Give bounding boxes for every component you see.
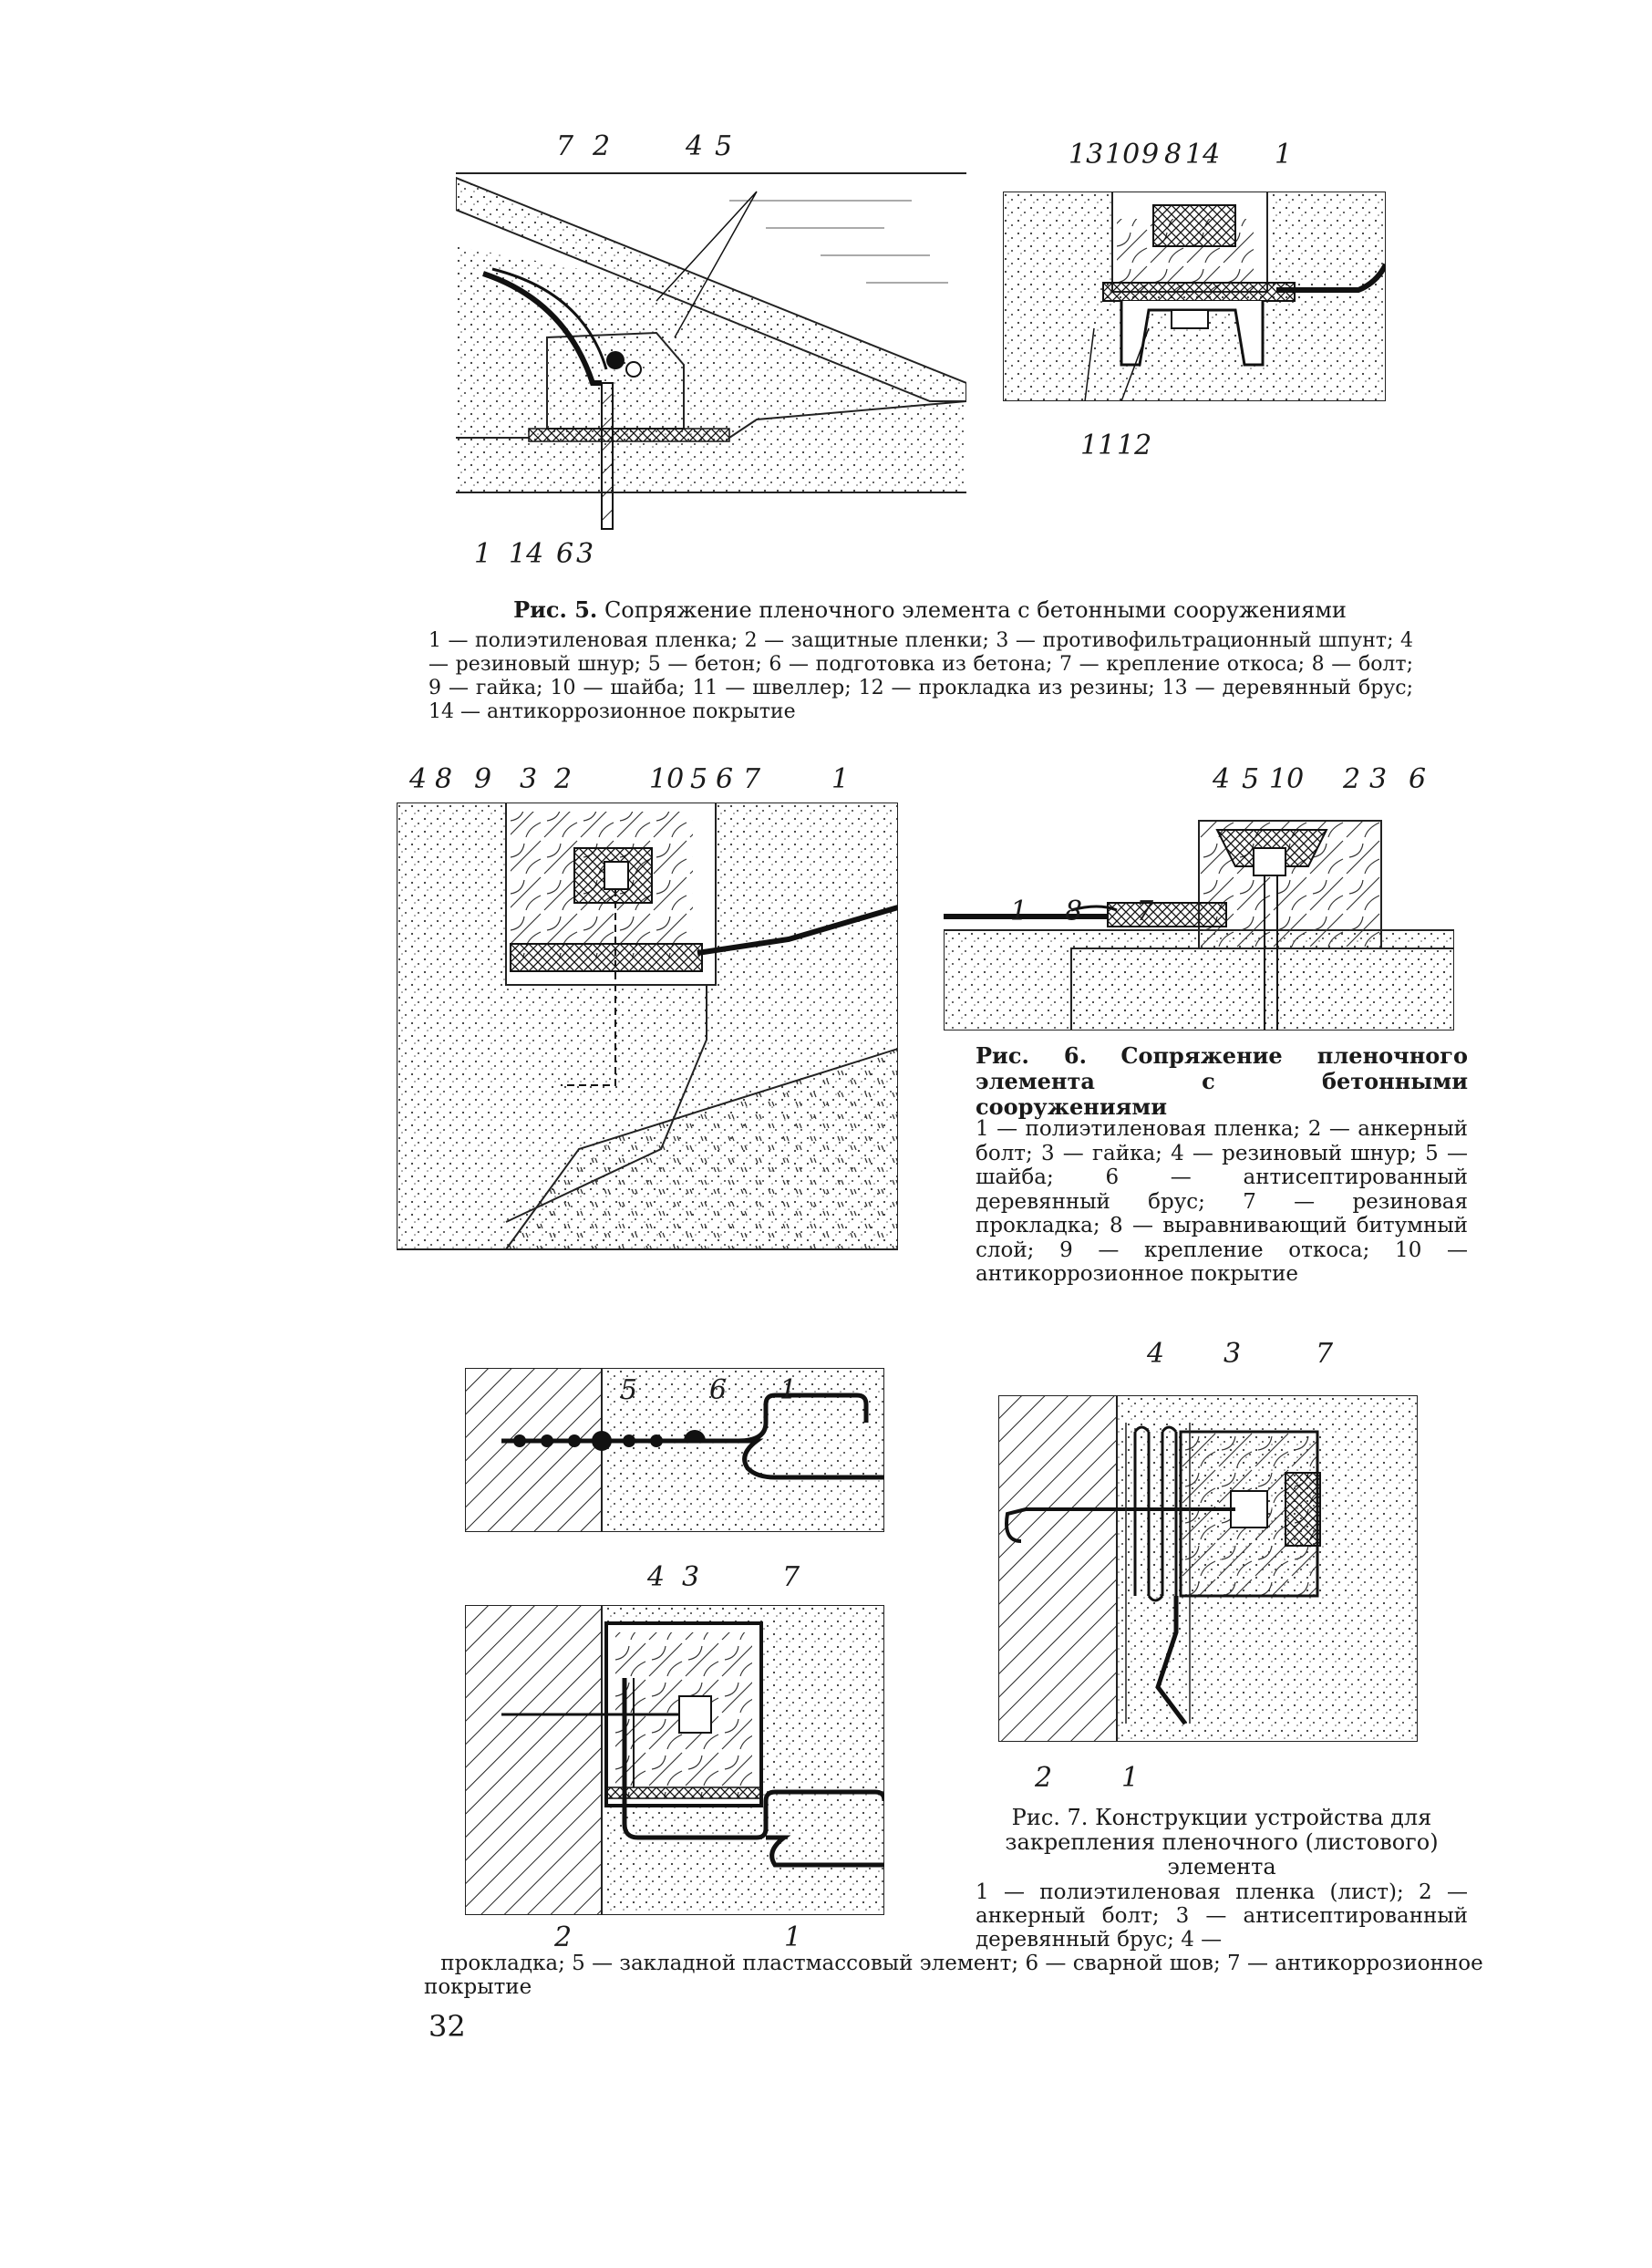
fig6-left-label: 8 <box>435 763 453 795</box>
fig5-left-label: 6 <box>556 538 574 570</box>
fig5-right-label: 1 <box>1275 139 1293 171</box>
fig7-top-left-drawing <box>465 1368 884 1532</box>
fig7-caption-title <box>976 1806 1468 1880</box>
fig6-right-label: 1 <box>1010 896 1028 927</box>
fig7-bottom-left-label: 1 <box>784 1921 802 1953</box>
fig6-left-label: 7 <box>743 763 761 795</box>
fig6-left-drawing <box>397 803 898 1258</box>
fig6-right-label: 8 <box>1065 896 1083 927</box>
fig6-right-label: 10 <box>1269 763 1305 795</box>
fig7-right-label: 2 <box>1035 1762 1053 1794</box>
fig7-bottom-left-label: 7 <box>782 1561 800 1593</box>
fig5-caption-prefix: Рис. 5. <box>513 596 598 623</box>
fig7-caption-prefix: Рис. 7. <box>1011 1805 1089 1830</box>
fig5-right-label: 14 <box>1185 139 1221 171</box>
page-number: 32 <box>428 2009 466 2044</box>
fig7-bottom-left-label: 2 <box>554 1921 573 1953</box>
fig7-right-label: 4 <box>1147 1338 1165 1370</box>
fig7-top-left-label: 5 <box>620 1374 638 1406</box>
fig6-left-label: 1 <box>831 763 850 795</box>
fig5-legend: 1 — полиэтиленовая пленка; 2 — защитные пленки; 3 — противофильтрационный шпунт; 4 — резиновый шнур; 5 — бетон; 6 — подготовка из бетона; 7 — крепление откоса; 8 — болт; 9 — гайка; 10 — шайба; 11 — швеллер; 12 — прокладка из резины; 13 — деревянный брус; 14 — антикоррозионное покрытие <box>428 629 1413 723</box>
fig5-left-label: 5 <box>715 130 733 162</box>
fig6-right-label: 3 <box>1369 763 1388 795</box>
fig6-caption-prefix: Рис. 6. <box>976 1042 1087 1069</box>
fig5-left-label: 7 <box>556 130 574 162</box>
fig6-right-label: 4 <box>1213 763 1231 795</box>
fig5-right-drawing <box>1003 192 1386 401</box>
fig6-left-label: 5 <box>690 763 708 795</box>
fig5-caption-title <box>438 597 1422 623</box>
fig6-left-label: 9 <box>474 763 492 795</box>
fig6-left-label: 6 <box>716 763 734 795</box>
fig6-right-label: 7 <box>1136 896 1154 927</box>
fig7-legend-bottom: прокладка; 5 — закладной пластмассовый элемент; 6 — сварной шов; 7 — антикоррозионное покрытие <box>424 1952 1483 1999</box>
fig6-caption-text: Сопряжение пленочного элемента с бетонными сооружениями <box>976 1042 1468 1120</box>
fig7-legend-right: 1 — полиэтиленовая пленка (лист); 2 — анкерный болт; 3 — антисептированный деревянный брус; 4 — <box>976 1880 1468 1952</box>
fig5-left-label: 14 <box>509 538 544 570</box>
fig7-bottom-left-label: 4 <box>647 1561 666 1593</box>
fig5-right-label: 11 <box>1080 430 1116 461</box>
fig5-right-label: 9 <box>1141 139 1160 171</box>
fig7-top-left-label: 1 <box>780 1374 798 1406</box>
fig7-bottom-left-drawing <box>465 1605 884 1915</box>
fig6-left-label: 4 <box>409 763 428 795</box>
fig6-legend: 1 — полиэтиленовая пленка; 2 — анкерный болт; 3 — гайка; 4 — резиновый шнур; 5 — шайба; 6 — антисептированный деревянный брус; 7 — резиновая прокладка; 8 — выравнивающий битумный слой; 9 — крепление откоса; 10 — антикоррозионное покрытие <box>976 1117 1468 1286</box>
fig5-left-drawing <box>456 155 966 538</box>
fig6-left-label: 2 <box>554 763 573 795</box>
fig5-left-label: 2 <box>593 130 611 162</box>
fig7-right-label: 1 <box>1121 1762 1140 1794</box>
fig5-left-label: 3 <box>576 538 594 570</box>
fig5-right-label: 12 <box>1117 430 1152 461</box>
fig7-top-left-label: 6 <box>709 1374 728 1406</box>
fig7-right-label: 7 <box>1316 1338 1334 1370</box>
fig6-caption-title <box>976 1043 1468 1120</box>
fig6-right-label: 2 <box>1343 763 1361 795</box>
fig7-bottom-left-label: 3 <box>682 1561 700 1593</box>
fig5-right-label: 10 <box>1105 139 1141 171</box>
fig6-left-label: 10 <box>649 763 685 795</box>
fig7-right-label: 3 <box>1224 1338 1242 1370</box>
fig7-right-drawing <box>998 1395 1418 1742</box>
fig6-right-label: 6 <box>1409 763 1427 795</box>
fig5-left-label: 1 <box>474 538 492 570</box>
fig5-caption-text: Сопряжение пленочного элемента с бетонными сооружениями <box>604 597 1347 623</box>
fig5-right-label: 13 <box>1069 139 1104 171</box>
fig5-right-label: 8 <box>1164 139 1182 171</box>
fig6-left-label: 3 <box>520 763 538 795</box>
fig6-right-label: 5 <box>1242 763 1260 795</box>
fig5-left-label: 4 <box>686 130 704 162</box>
fig7-caption-text: Конструкции устройства для закрепления пленочного (листового) элемента <box>1005 1805 1439 1880</box>
